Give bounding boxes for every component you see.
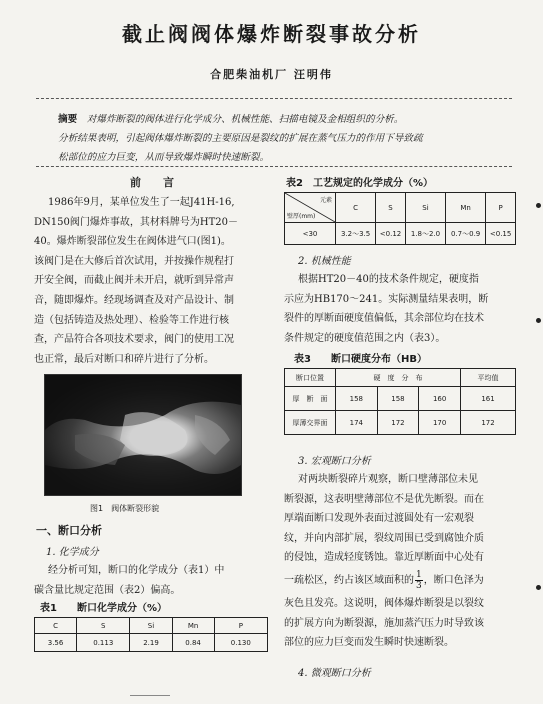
abstract-bottom-rule	[36, 166, 512, 167]
body-line: 条件规定的硬度值范围之内（表3）。	[284, 332, 446, 344]
table3-cell: 161	[461, 387, 516, 411]
table2-row-label: <30	[285, 223, 336, 245]
table2-cell: <0.12	[376, 223, 406, 245]
scan-edge-mark	[536, 203, 541, 208]
table1-header: S	[77, 618, 130, 634]
table1-header: C	[35, 618, 77, 634]
section-heading-fracture-analysis: 一、断口分析	[36, 524, 102, 537]
table3-caption: 表3 断口硬度分布（HB）	[294, 354, 427, 365]
preface-line: 造（包括铸造及热处理）、检验等工作进行核	[34, 314, 229, 326]
table2-header: Mn	[446, 193, 486, 223]
table2-cell: 0.7～0.9	[446, 223, 486, 245]
table1-header: Si	[130, 618, 172, 634]
preface-heading: 前 言	[130, 176, 174, 189]
body-line: 碳含量比规定范围（表2）偏高。	[34, 584, 181, 596]
body-line: 纹，并向内部扩展，裂纹周围已受到腐蚀介质	[284, 532, 484, 544]
article-title: 截止阀阀体爆炸断裂事故分析	[122, 22, 421, 46]
scan-edge-mark	[536, 585, 541, 590]
page-footer-rule	[130, 695, 170, 696]
table3-header-distribution: 硬 度 分 布	[336, 369, 461, 387]
chemical-composition-body	[34, 561, 266, 600]
preface-line: 音，随即爆炸。经现场调查及对产品设计、制	[34, 294, 234, 306]
preface-line: DN150阀门爆炸事故，其材料牌号为HT20－	[34, 216, 238, 228]
fracture-photo	[44, 374, 242, 496]
body-line: 的侵蚀，造成轻度锈蚀。靠近厚断面中心处有	[284, 552, 484, 564]
preface-line: 查，产品符合各项技术要求，阀门的使用工况	[34, 334, 234, 346]
table1-cell: 2.19	[130, 634, 172, 652]
scan-edge-mark	[536, 318, 541, 323]
table1-cell: 0.130	[214, 634, 267, 652]
table2-cell: 3.2～3.5	[336, 223, 376, 245]
body-line: 部位的应力巨变而发生瞬时快速断裂。	[284, 637, 454, 649]
table2	[284, 192, 516, 245]
table2-cell: 1.8～2.0	[405, 223, 445, 245]
table2-header: Si	[405, 193, 445, 223]
author-affiliation: 合肥柴油机厂 汪明伟	[210, 68, 333, 81]
abstract	[58, 110, 504, 167]
subheading-chemical-composition: 1. 化学成分	[46, 547, 99, 558]
subheading-macro-fracture: 3. 宏观断口分析	[298, 456, 371, 467]
abstract-line-2: 分析结果表明，引起阀体爆炸断裂的主要原因是裂纹的扩展在蒸气压力的作用下导致疏	[58, 133, 423, 144]
table1-header: P	[214, 618, 267, 634]
table3-cell: 172	[377, 411, 419, 435]
table1-cell: 0.84	[172, 634, 214, 652]
body-line: 厚端面断口发现外表面过渡圆处有一宏观裂	[284, 513, 474, 525]
body-line: 对两块断裂碎片观察，断口壁薄部位未见	[298, 474, 478, 485]
fraction-one-third: $\frac{1}{3}$	[416, 569, 422, 591]
table2-header: C	[336, 193, 376, 223]
body-line: 断裂源，这表明壁薄部位不是优先断裂。而在	[284, 493, 484, 505]
subheading-micro-fracture: 4. 微观断口分析	[298, 668, 371, 679]
table3-row-label: 厚薄交界面	[285, 411, 336, 435]
body-line: 根据HT20－40的技术条件规定，硬度指	[298, 274, 479, 285]
body-line-with-fraction: 一疏松区，约占该区域面积的 $\frac{1}{3}$ ，断口色泽为	[284, 569, 484, 591]
table3-cell: 172	[461, 411, 516, 435]
table3-cell: 158	[377, 387, 419, 411]
table2-header: S	[376, 193, 406, 223]
table3-cell: 170	[419, 411, 461, 435]
table3-cell: 160	[419, 387, 461, 411]
body-line: 裂件的厚断面硬度值偏低，其余部位均在技术	[284, 313, 484, 325]
preface-line: 开安全阀，而截止阀并未开启，就听到异常声	[34, 275, 234, 287]
body-line: 经分析可知，断口的化学成分（表1）中	[48, 565, 225, 576]
abstract-line-1: 摘要 对爆炸断裂的阀体进行化学成分、机械性能、扫描电镜及金相组织的分析。	[58, 114, 404, 125]
table2-caption: 表2 工艺规定的化学成分（%）	[286, 178, 433, 189]
abstract-top-rule	[36, 98, 512, 99]
table2-corner-bottom: 壁厚(mm)	[287, 213, 316, 220]
table1	[34, 617, 268, 652]
table1-cell: 0.113	[77, 634, 130, 652]
abstract-label: 摘要	[58, 114, 78, 125]
table3-header-average: 平均值	[461, 369, 516, 387]
table3-cell: 158	[336, 387, 378, 411]
table3-header-position: 断口位置	[285, 369, 336, 387]
table2-corner-top: 元素	[319, 197, 332, 204]
figure-caption: 图1 阀体断裂形貌	[90, 504, 160, 513]
table2-cell: <0.15	[486, 223, 516, 245]
table1-cell: 3.56	[35, 634, 77, 652]
preface-line: 40。爆炸断裂部位发生在阀体进气口(图1)。	[34, 236, 231, 248]
table3-cell: 174	[336, 411, 378, 435]
table1-header: Mn	[172, 618, 214, 634]
mechanical-properties-body	[284, 270, 520, 348]
abstract-line-3: 松部位的应力巨变，从而导致爆炸瞬时快速断裂。	[58, 152, 270, 163]
preface-line: 该阀门是在大修后首次试用，并按操作规程打	[34, 255, 234, 267]
table1-caption: 表1 断口化学成分（%）	[40, 603, 167, 614]
table2-header: P	[486, 193, 516, 223]
preface-body	[34, 193, 266, 369]
body-line: 的扩展方向为断裂源，施加蒸汽压力时导致该	[284, 617, 484, 629]
preface-line: 也正常，最后对断口和碎片进行了分析。	[34, 353, 214, 365]
table3	[284, 368, 516, 435]
body-line: 灰色且发亮。这说明，阀体爆炸断裂是以裂纹	[284, 597, 484, 609]
table2-corner-cell	[285, 193, 336, 223]
table3-row-label: 厚 断 面	[285, 387, 336, 411]
body-line: 示应为HB170～241。实际测量结果表明，断	[284, 293, 489, 305]
subheading-mechanical-properties: 2. 机械性能	[298, 256, 351, 267]
macro-fracture-body	[284, 470, 522, 653]
preface-line: 1986年9月，某单位发生了一起J41H-16,	[48, 197, 235, 208]
